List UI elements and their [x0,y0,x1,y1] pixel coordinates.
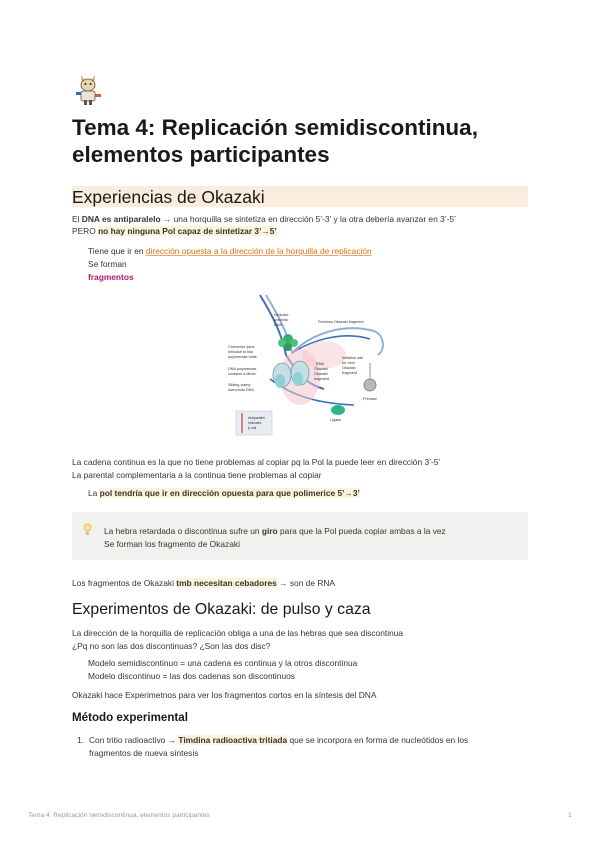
svg-text:RNA: RNA [316,362,325,366]
svg-text:surrounds DNA: surrounds DNA [228,388,254,392]
svg-text:Previous Okazaki fragment: Previous Okazaki fragment [318,320,364,324]
paragraph-experimentos: Okazaki hace Experimetnos para ver los fragmentos cortos en la síntesis del DNA [72,690,377,700]
svg-text:for next: for next [342,361,355,365]
svg-text:β unit: β unit [248,426,257,430]
list-item-1-line1: Con tritio radioactivo → Timdina radioactiva tritiada que se incorpora en forma de nucleótidos en los [89,735,469,745]
section-heading-pulso-caza: Experimentos de Okazaki: de pulso y caza [72,601,371,618]
svg-text:polymerase units: polymerase units [228,355,257,359]
svg-text:DNA polymerase: DNA polymerase [228,367,257,371]
svg-text:contains a dimer: contains a dimer [228,372,256,376]
section-heading-okazaki: Experiencias de Okazaki [72,186,528,207]
list-number-1: 1. [77,735,84,745]
svg-text:Antiparallel: Antiparallel [248,416,265,420]
callout-giro [72,512,528,560]
paragraph-pero: PERO no hay ninguna Pol capaz de sintetizar 3’→5’ [72,226,277,236]
direction-link[interactable]: dirección opuesta a la dirección de la horquilla de replicación [145,246,372,256]
svg-text:Helicase: Helicase [274,313,289,317]
list-item-1-line2: fragmentos de nueva síntesis [89,748,199,758]
svg-text:Connector joins: Connector joins [228,345,255,349]
callout-line-1: La hebra retardada o discontinua sufre un giro para que la Pol pueda copiar ambas a la vez [104,526,446,536]
page-title: Tema 4: Replicación semidiscontinua, elementos participantes [72,115,478,167]
replication-fork-figure [224,293,389,440]
indented-se-forman: Se forman [88,259,127,269]
svg-text:Primase: Primase [363,397,377,401]
paragraph-cebadores: Los fragmentos de Okazaki tmb necesitan cebadores → son de RNA [72,578,336,588]
svg-text:Okazaki: Okazaki [342,366,356,370]
section-heading-metodo: Método experimental [72,711,188,724]
footer-title: Tema 4: Replicación semidiscontinua, elementos participantes [28,812,210,819]
callout-line-2: Se forman los fragmento de Okazaki [104,539,240,549]
lightbulb-icon [83,523,92,536]
svg-text:Okazaki: Okazaki [314,367,328,371]
svg-text:fragment: fragment [342,371,357,375]
paragraph-parental: La parental complementaria a la continua tiene problemas al copiar [72,470,322,480]
svg-text:fragment: fragment [314,377,329,381]
paragraph-cadena-continua: La cadena continua es la que no tiene problemas al copiar pq la Pol la puede leer en dirección 3’-5’ [72,457,441,467]
svg-text:Sliding clamp: Sliding clamp [228,383,251,387]
indented-direction: Tiene que ir en dirección opuesta a la dirección de la horquilla de replicación [88,246,372,256]
paragraph-direccion: La dirección de la horquilla de replicación obliga a una de las hebras que sea discontinua [72,628,404,638]
svg-text:Okazaki: Okazaki [314,372,328,376]
page-icon [72,72,106,106]
paragraph-pregunta: ¿Pq no son las dos discontinuas? ¿Son las dos disc? [72,641,271,651]
footer-page-number: 1 [568,812,572,819]
svg-text:DNA: DNA [274,323,283,327]
svg-text:helicase to two: helicase to two [228,350,254,354]
svg-text:Ligase: Ligase [330,418,342,422]
indented-modelo-disc: Modelo discontinuo = las dos cadenas son discontinuos [88,671,295,681]
svg-text:unwinds: unwinds [274,318,288,322]
indented-pol-opuesta: La pol tendría que ir en dirección opuesta para que polimerice 5’→3’ [88,488,360,498]
svg-text:indicates: indicates [248,421,262,425]
indented-modelo-semi: Modelo semidiscontinuo = una cadena es continua y la otros discontinua [88,658,358,668]
svg-text:Initiation site: Initiation site [342,356,364,360]
paragraph-antiparallel: El DNA es antiparalelo → una horquilla se sintetiza en dirección 5’-3’ y la otra debería avanzar en 3’-5’ [72,214,456,224]
indented-fragmentos: fragmentos [88,272,134,282]
